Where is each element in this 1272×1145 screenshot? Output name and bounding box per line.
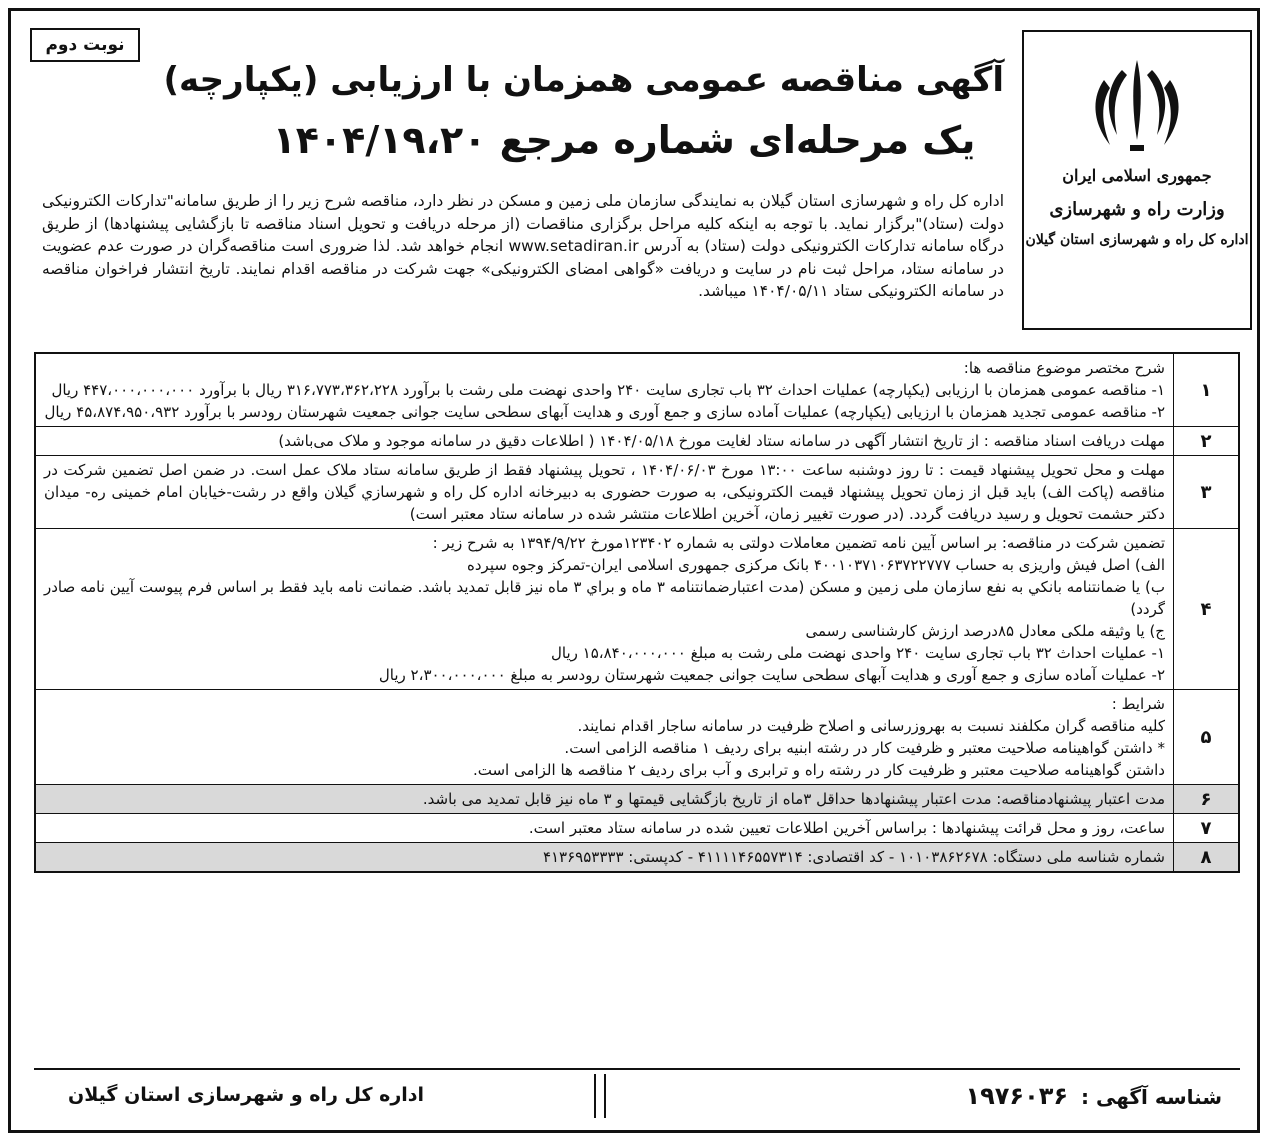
intro-text-after: انجام خواهد شد. لذا ضروری است مناقصه‌گران در صورت عدم عضویت در سامانه ستاد، مراحل ثبت نام در سایت و دریافت «گواهی امضای الکترونیکی» جهت شرکت در مناقصه اقدام نمایند. تاریخ انتشار فراخوان مناقصه در سامانه الکترونیکی ستاد ۱۴۰۴/۰۵/۱۱ میباشد. — [42, 237, 1004, 300]
row-number: ۸ — [1173, 843, 1238, 871]
row-content — [36, 427, 1173, 455]
row-line: ۱- عملیات احداث ۳۲ باب تجاری سایت ۲۴۰ واحدی نهضت ملی رشت به مبلغ ۱۵،۸۴۰،۰۰۰،۰۰۰ ریال — [551, 644, 1165, 662]
table-row — [36, 814, 1238, 843]
row-content — [36, 354, 1173, 426]
row-number: ۱ — [1173, 354, 1238, 426]
setad-website-link[interactable]: www.setadiran.ir — [508, 237, 639, 255]
row-content — [36, 529, 1173, 689]
table-row — [36, 690, 1238, 785]
row-line: مهلت و محل تحویل پیشنهاد قیمت : تا روز دوشنبه ساعت ۱۳:۰۰ مورخ ۱۴۰۴/۰۶/۰۳ ، تحویل پیشنهاد فقط از طریق سامانه ستاد ملاک عمل است. در ضمن اصل تضمین شرکت در مناقصه (پاکت الف) باید قبل از زمان تحویل پیشنهاد قیمت الکترونیکی، به صورت حضوری به دبیرخانه اداره کل راه و شهرسازي گیلان واقع در رشت-خیابان امام خمینی ره- میدان دکتر حشمت تحویل و رسید دریافت گردد. (در صورت تغییر زمان، آخرین اطلاعات منتشر شده در سامانه ستاد معتبر است) — [44, 461, 1165, 523]
row-line: * داشتن گواهینامه صلاحیت معتبر و ظرفیت کار در رشته ابنیه برای ردیف ۱ مناقصه الزامی است. — [564, 739, 1165, 757]
logo-line-directorate: اداره کل راه و شهرسازی استان گیلان — [1025, 232, 1249, 248]
row-line: ۱- مناقصه عمومی همزمان با ارزیابی (یکپارچه) عملیات احداث ۳۲ باب تجاری سایت ۲۴۰ واحدی نهضت ملی رشت با برآورد ۳۱۶،۷۷۳،۳۶۲،۲۲۸ ریال با برآورد ۴۴۷،۰۰۰،۰۰۰،۰۰۰ ریال — [51, 381, 1165, 399]
row-line: مهلت دریافت اسناد مناقصه : از تاریخ انتشار آگهی در سامانه ستاد لغایت مورخ ۱۴۰۴/۰۵/۱۸ ( اطلاعات دقیق در سامانه موجود و ملاک می‌باشد) — [278, 432, 1165, 450]
row-line: ج) یا وثیقه ملکی معادل ۸۵درصد ارزش کارشناسی رسمی — [805, 622, 1165, 640]
row-number: ۲ — [1173, 427, 1238, 455]
row-number: ۴ — [1173, 529, 1238, 689]
row-line: ۲- عملیات آماده سازی و جمع آوری و هدایت آبهای سطحی سایت جوانی جمعیت شهرستان رودسر به مبلغ ۲،۳۰۰،۰۰۰،۰۰۰ ریال — [378, 666, 1165, 684]
row-line: ب) یا ضمانتنامه بانکي به نفع سازمان ملی زمین و مسکن (مدت اعتبارضمانتنامه ۳ ماه و براي ۳ ماه نیز قابل تمدید باشد. ضمانت نامه باید فقط بر اساس فرم پیوست آیین نامه صادر گردد) — [44, 578, 1165, 618]
notice-id-value: ۱۹۷۶۰۳۶ — [965, 1082, 1069, 1110]
row-line: ۲- مناقصه عمومی تجدید همزمان با ارزیابی (یکپارچه) عملیات آماده سازی و جمع آوری و هدایت آبهای سطحی سایت جوانی جمعیت شهرستان رودسر با برآورد ۴۵،۸۷۴،۹۵۰،۹۳۲ ریال — [44, 403, 1165, 421]
row-content — [36, 785, 1173, 813]
row-line: الف) اصل فیش واریزی به حساب ۴۰۰۱۰۳۷۱۰۶۳۷۲۲۷۷۷ بانک مرکزی جمهوری اسلامی ایران-تمرکز وجوه سپرده — [467, 556, 1165, 574]
iran-emblem-icon — [1082, 50, 1192, 160]
logo-line-ministry: وزارت راه و شهرسازی — [1049, 199, 1225, 220]
table-row — [36, 785, 1238, 814]
table-row — [36, 354, 1238, 427]
notice-id-label: شناسه آگهی : — [1081, 1085, 1222, 1109]
row-content — [36, 814, 1173, 842]
row-number: ۶ — [1173, 785, 1238, 813]
row-line: تضمین شرکت در مناقصه: بر اساس آیین نامه تضمین معاملات دولتی به شماره ۱۲۳۴۰۲مورخ ۱۳۹۴/۹/۲۲ به شرح زیر : — [432, 534, 1165, 552]
notice-title-line2: یک مرحله‌ای شماره مرجع ۱۴۰۴/۱۹،۲۰ — [272, 118, 976, 162]
row-line: مدت اعتبار پیشنهادمناقصه: مدت اعتبار پیشنهادها حداقل ۳ماه از تاریخ بازگشایی قیمتها و ۳ ماه نیز قابل تمدید می باشد. — [422, 790, 1165, 808]
ministry-logo-block — [1022, 30, 1252, 330]
footer-organization: اداره کل راه و شهرسازی استان گیلان — [68, 1084, 425, 1106]
notice-title-line1: آگهی مناقصه عمومی همزمان با ارزیابی (یکپارچه) — [163, 60, 1004, 100]
round-badge: نوبت دوم — [30, 28, 140, 62]
table-row — [36, 456, 1238, 529]
row-content — [36, 690, 1173, 784]
row-line: شرایط : — [1111, 695, 1165, 713]
row-line: داشتن گواهینامه صلاحیت معتبر و ظرفیت کار در رشته راه و ترابری و آب برای ردیف ۲ مناقصه ها الزامی است. — [472, 761, 1165, 779]
notice-footer — [34, 1068, 1240, 1122]
table-row — [36, 427, 1238, 456]
row-line: شرح مختصر موضوع مناقصه ها: — [963, 359, 1165, 377]
row-line: کلیه مناقصه گران مکلفند نسبت به بهروزرسانی و اصلاح ظرفیت در سامانه ساجار اقدام نمایند. — [577, 717, 1165, 735]
table-row — [36, 529, 1238, 690]
footer-divider — [594, 1074, 606, 1118]
row-content — [36, 456, 1173, 528]
row-number: ۳ — [1173, 456, 1238, 528]
table-row — [36, 843, 1238, 871]
row-content — [36, 843, 1173, 871]
row-line: ساعت، روز و محل قرائت پیشنهادها : براساس آخرین اطلاعات تعیین شده در سامانه ستاد معتبر است. — [528, 819, 1165, 837]
row-number: ۷ — [1173, 814, 1238, 842]
intro-paragraph — [42, 190, 1004, 303]
logo-line-republic: جمهوری اسلامی ایران — [1062, 166, 1212, 185]
row-number: ۵ — [1173, 690, 1238, 784]
tender-details-table — [34, 352, 1240, 873]
intro-text-before: اداره کل راه و شهرسازی استان گیلان به نمایندگی سازمان ملی زمین و مسکن در نظر دارد، مناقصه شرح زیر را از طریق سامانه"تدارکات الکترونیکی دولت (ستاد)"برگزار نماید. با توجه به اینکه کلیه مراحل برگزاری مناقصات (از مرحله دریافت و تحویل اسناد مناقصه تا بازگشایی پیشنهادها) از طریق درگاه سامانه تدارکات الکترونیکی دولت (ستاد) به آدرس — [42, 192, 1004, 255]
notice-id — [965, 1082, 1222, 1110]
row-line: شماره شناسه ملی دستگاه: ۱۰۱۰۳۸۶۲۶۷۸ - کد اقتصادی: ۴۱۱۱۱۴۶۵۵۷۳۱۴ - کدپستی: ۴۱۳۶۹۵۳۳۳۳ — [542, 848, 1165, 866]
